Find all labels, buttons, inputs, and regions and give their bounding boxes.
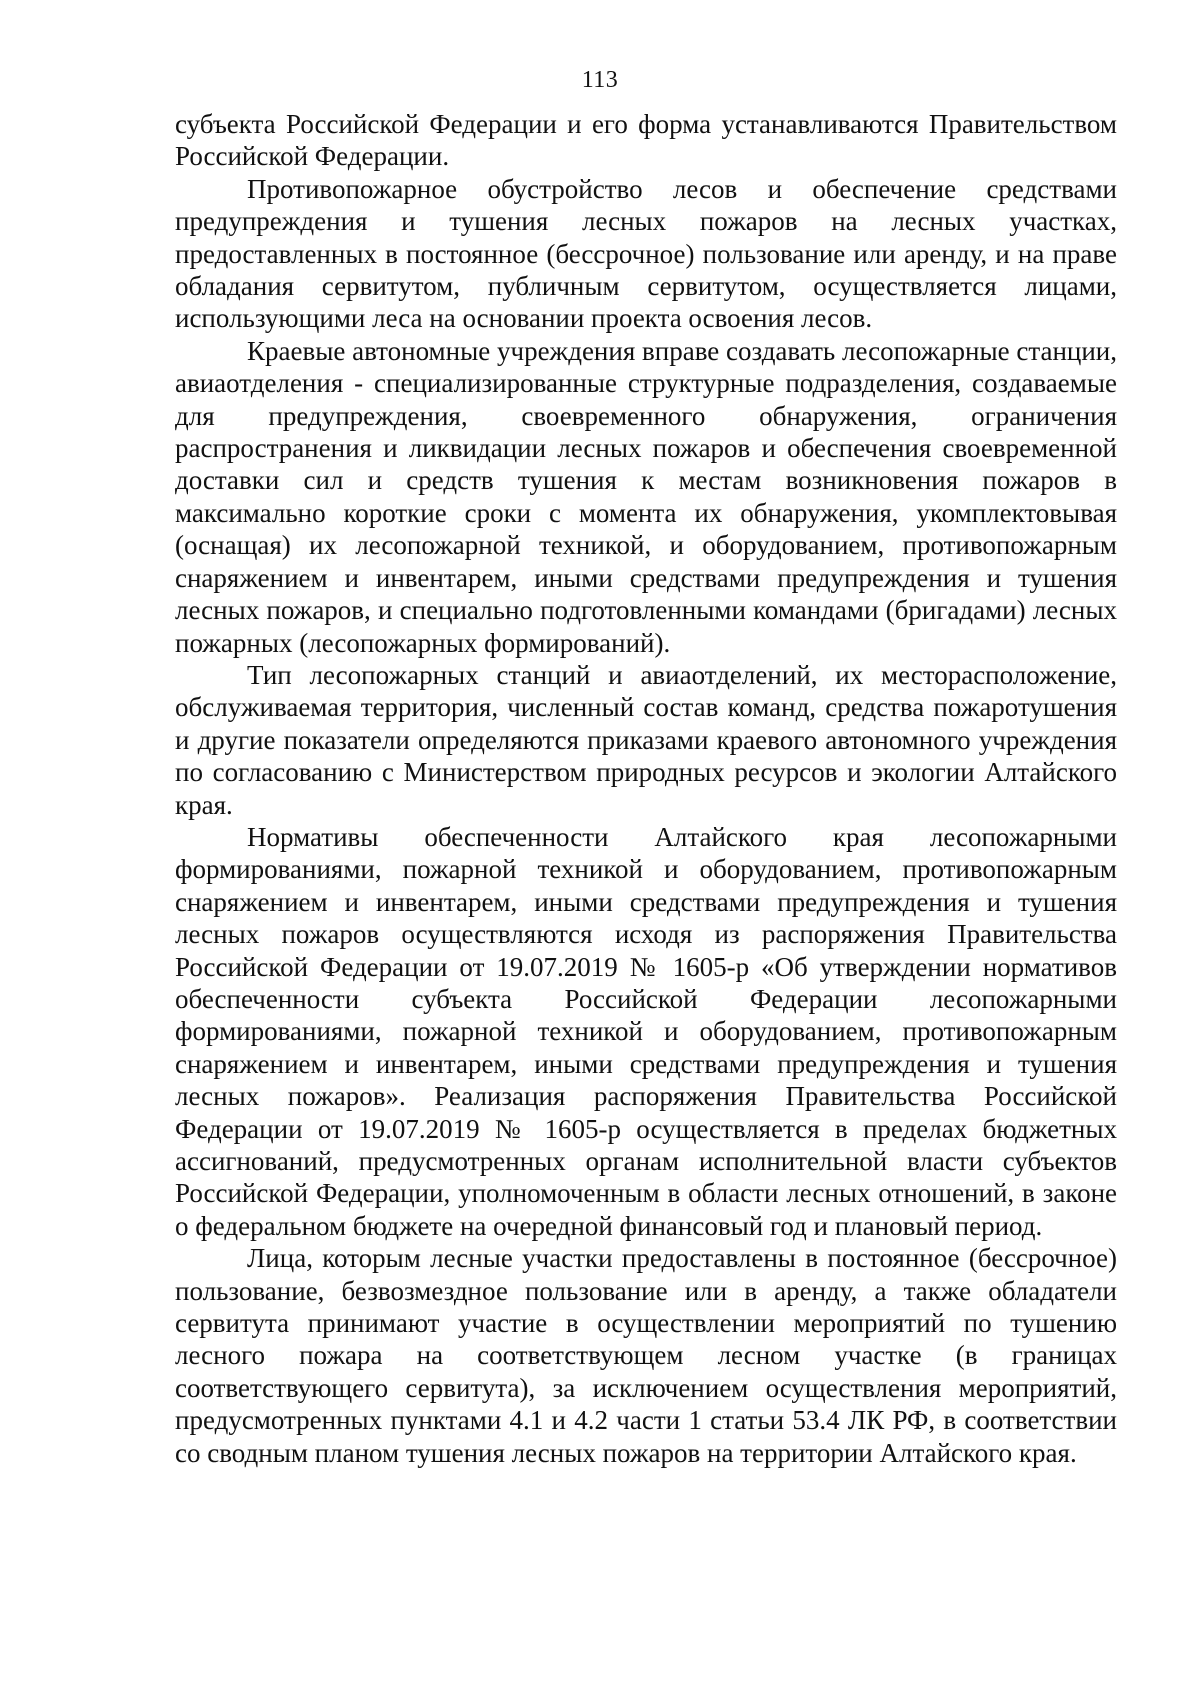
- paragraph-participation: Лица, которым лесные участки предоставлены в постоянное (бессрочное) пользование, безвозмездное пользование или в аренду, а также обладатели сервитута принимают участие в осуществлении мероприятий по тушению лесного пожара на соответствующем лесном участке (в границах соответствующего сервитута), за исключением осуществления мероприятий, предусмотренных пунктами 4.1 и 4.2 части 1 статьи 53.4 ЛК РФ, в соответствии со сводным планом тушения лесных пожаров на территории Алтайского края.: [175, 1243, 1117, 1468]
- body-text: [175, 108, 1117, 1469]
- page-number: 113: [581, 67, 619, 93]
- paragraph-provision-norms: Нормативы обеспеченности Алтайского края лесопожарными формированиями, пожарной техникой и оборудованием, противопожарным снаряжением и инвентарем, иными средствами предупреждения и тушения лесных пожаров осуществляются исходя из распоряжения Правительства Российской Федерации от 19.07.2019 № 1605-р «Об утверждении нормативов обеспеченности субъекта Российской Федерации лесопожарными формированиями, пожарной техникой и оборудованием, противопожарным снаряжением и инвентарем, иными средствами предупреждения и тушения лесных пожаров». Реализация распоряжения Правительства Российской Федерации от 19.07.2019 № 1605-р осуществляется в пределах бюджетных ассигнований, предусмотренных органам исполнительной власти субъектов Российской Федерации, уполномоченным в области лесных отношений, в законе о федеральном бюджете на очередной финансовый год и плановый период.: [175, 821, 1117, 1241]
- paragraph-continuation: субъекта Российской Федерации и его форма устанавливаются Правительством Российской Федерации.: [175, 109, 1117, 172]
- paragraph-fire-stations: Краевые автономные учреждения вправе создавать лесопожарные станции, авиаотделения - специализированные структурные подразделения, создаваемые для предупреждения, своевременного обнаружения, ограничения распространения и ликвидации лесных пожаров и обеспечения своевременной доставки сил и средств тушения к местам возникновения пожаров в максимально короткие сроки с момента их обнаружения, укомплектовывая (оснащая) их лесопожарной техникой, и оборудованием, противопожарным снаряжением и инвентарем, иными средствами предупреждения и тушения лесных пожаров, и специально подготовленными командами (бригадами) лесных пожарных (лесопожарных формирований).: [175, 335, 1117, 658]
- paragraph-station-types: Тип лесопожарных станций и авиаотделений, их месторасположение, обслуживаемая территория, численный состав команд, средства пожаротушения и другие показатели определяются приказами краевого автономного учреждения по согласованию с Министерством природных ресурсов и экологии Алтайского края.: [175, 659, 1117, 820]
- paragraph-fire-prevention-arrangement: Противопожарное обустройство лесов и обеспечение средствами предупреждения и тушения лесных пожаров на лесных участках, предоставленных в постоянное (бессрочное) пользование или аренду, и на праве обладания сервитутом, публичным сервитутом, осуществляется лицами, использующими леса на основании проекта освоения лесов.: [175, 173, 1117, 334]
